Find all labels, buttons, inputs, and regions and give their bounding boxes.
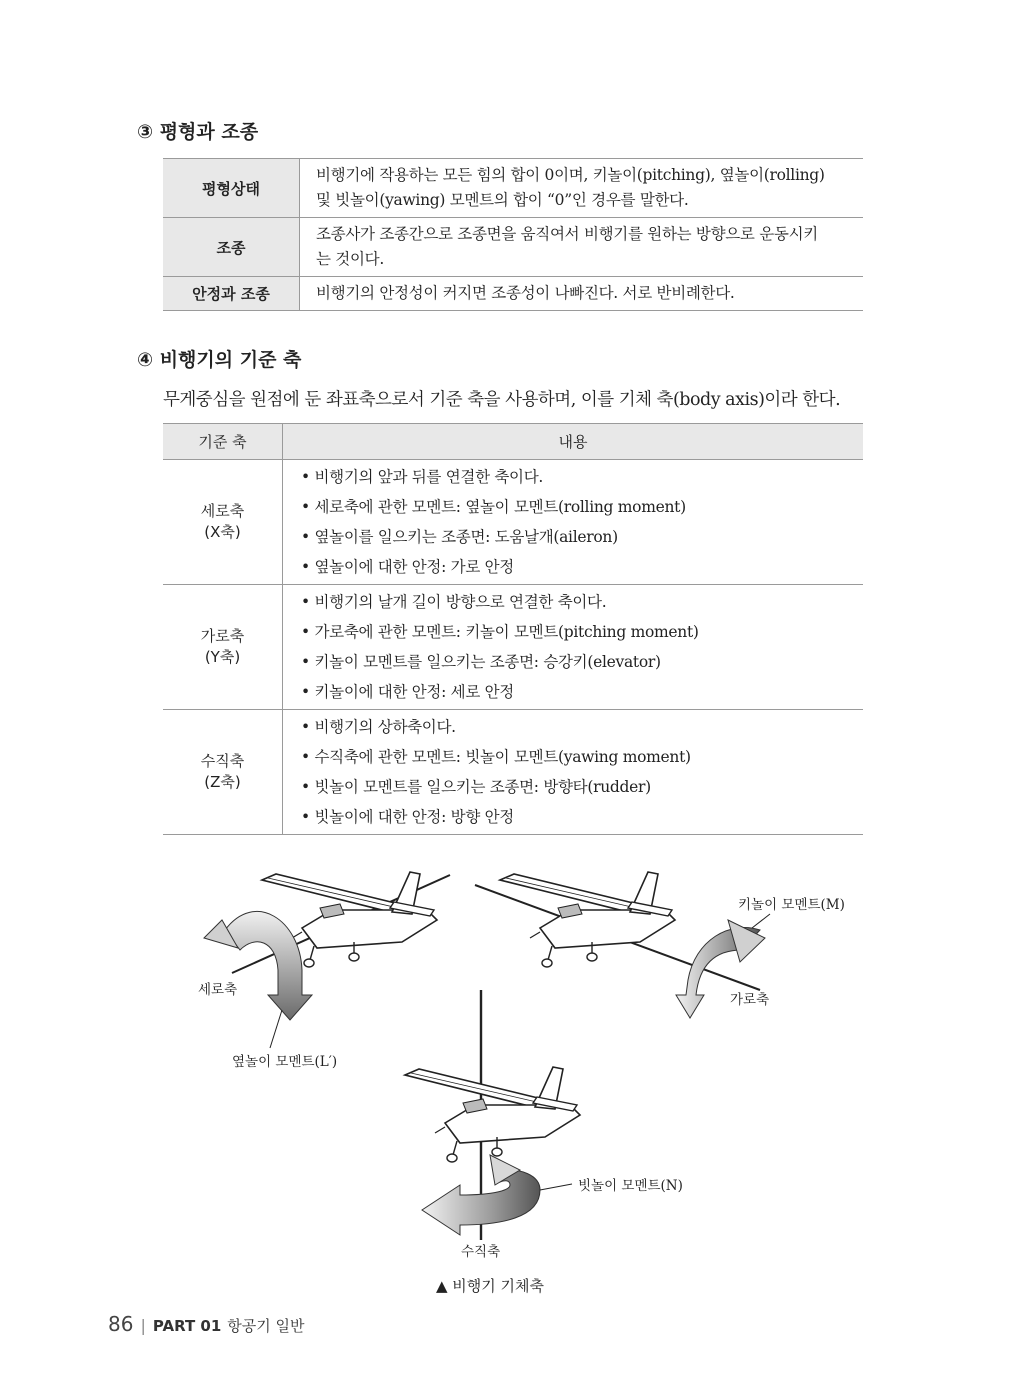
list-item: • 가로축에 관한 모멘트: 키놀이 모멘트(pitching moment) [301,623,699,641]
longitudinal-axis-label: 세로축 [198,982,238,998]
row-head: 평형상태 [163,159,300,218]
yaw-moment-label: 빗놀이 모멘트(N) [578,1178,683,1194]
row-line: 비행기의 안정성이 커지면 조종성이 나빠진다. 서로 반비례한다. [316,284,735,302]
header-content: 내용 [283,424,864,460]
footer-divider: | [140,1316,146,1335]
body-axes-figure [0,850,1023,1270]
list-item: • 비행기의 앞과 뒤를 연결한 축이다. [301,468,544,486]
yaw-leader-line [540,1184,572,1190]
balance-control-table [163,158,863,311]
page-number: 86 [108,1312,134,1336]
list-item: • 옆놀이에 대한 안정: 가로 안정 [301,558,514,576]
pitch-moment-label: 키놀이 모멘트(M) [738,897,845,913]
table-row [163,218,863,277]
table-row [163,159,863,218]
table-row [163,460,863,585]
axis-cell [163,585,283,710]
axis-cell [163,460,283,585]
section4-title: ④ 비행기의 기준 축 [137,349,302,371]
vertical-axis-label: 수직축 [461,1244,501,1260]
page-footer [108,1312,305,1336]
row-line: 조종사가 조종간으로 조종면을 움직여서 비행기를 원하는 방향으로 운동시키 [316,225,818,243]
axis-name: 수직축 [200,752,245,770]
table-row [163,585,863,710]
reference-axis-table [163,423,863,835]
row-body [300,159,864,218]
list-item: • 세로축에 관한 모멘트: 옆놀이 모멘트(rolling moment) [301,498,686,516]
row-body [300,218,864,277]
lateral-axis-label: 가로축 [730,992,770,1008]
roll-moment-label: 옆놀이 모멘트(L′) [232,1054,338,1070]
pitch-leader-line [752,914,770,928]
pitch-plane-icon [475,872,765,1018]
content-cell [283,585,864,710]
list-item: • 옆놀이를 일으키는 조종면: 도움날개(aileron) [301,528,618,546]
list-item: • 비행기의 날개 길이 방향으로 연결한 축이다. [301,593,607,611]
table-row [163,710,863,835]
section3-title: ③ 평형과 조종 [137,121,259,143]
axis-cell [163,710,283,835]
list-item: • 수직축에 관한 모멘트: 빗놀이 모멘트(yawing moment) [301,748,691,766]
figure-caption: ▲ 비행기 기체축 [436,1277,545,1295]
list-item: • 비행기의 상하축이다. [301,718,456,736]
list-item: • 키놀이에 대한 안정: 세로 안정 [301,683,514,701]
content-cell [283,710,864,835]
list-item: • 키놀이 모멘트를 일으키는 조종면: 승강키(elevator) [301,653,661,671]
axis-sub: (Z축) [204,773,241,791]
row-line: 및 빗놀이(yawing) 모멘트의 합이 “0”인 경우를 말한다. [316,191,689,209]
row-line: 는 것이다. [316,250,384,268]
axis-name: 가로축 [200,627,245,645]
axis-sub: (X축) [204,523,241,541]
axis-sub: (Y축) [204,648,241,666]
header-axis: 기준 축 [163,424,283,460]
row-head: 안정과 조종 [163,277,300,311]
yaw-plane-icon [405,990,580,1240]
roll-plane-icon [204,872,450,1020]
roll-leader-line [270,1010,282,1048]
chapter-title: 항공기 일반 [227,1317,305,1335]
row-line: 비행기에 작용하는 모든 힘의 합이 0이며, 키놀이(pitching), 옆놀이(rolling) [316,166,825,184]
table-row [163,277,863,311]
list-item: • 빗놀이 모멘트를 일으키는 조종면: 방향타(rudder) [301,778,651,796]
section4-intro: 무게중심을 원점에 둔 좌표축으로서 기준 축을 사용하며, 이를 기체 축(body axis)이라 한다. [163,390,841,410]
list-item: • 빗놀이에 대한 안정: 방향 안정 [301,808,514,826]
content-cell [283,460,864,585]
axis-name: 세로축 [200,502,245,520]
table-header [163,424,863,460]
row-head: 조종 [163,218,300,277]
part-label: PART 01 [152,1317,222,1335]
row-body [300,277,864,311]
